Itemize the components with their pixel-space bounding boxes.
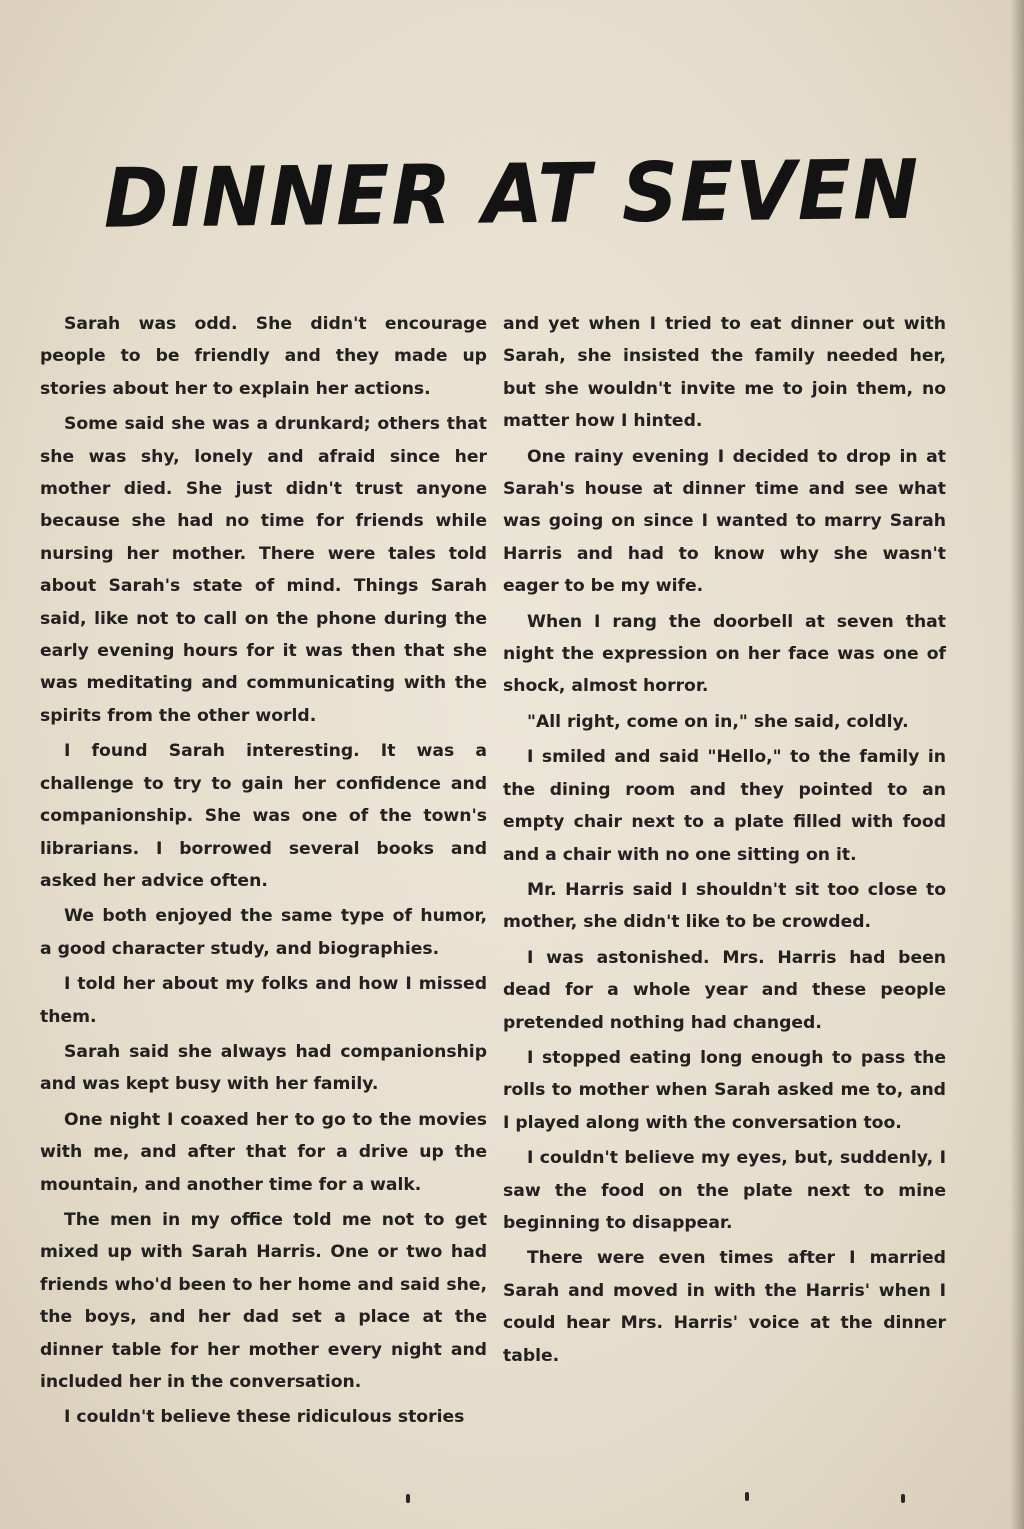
paragraph: One night I coaxed her to go to the movies with me, and after that for a drive up the mountain, and another time for a walk. — [40, 1109, 487, 1195]
paragraph: The men in my office told me not to get mixed up with Sarah Harris. One or two had friends who'd been to her home and said she, the boys, and her dad set a place at the dinner table for her mother every night and included her in the conversation. — [40, 1209, 487, 1392]
paragraph: I couldn't believe these ridiculous stories — [64, 1407, 465, 1428]
paragraph: I told her about my folks and how I missed them. — [40, 974, 487, 1027]
paragraph: I smiled and said "Hello," to the family in the dining room and they pointed to an empty chair next to a plate filled with food and a chair with no one sitting on it. — [503, 747, 946, 865]
left-column — [40, 308, 487, 1437]
paragraph: Some said she was a drunkard; others that she was shy, lonely and afraid since her mother died. She just didn't trust anyone because she had no time for friends while nursing her mother. There were tales told about Sarah's state of mind. Things Sarah said, like not to call on the phone during the early evening hours for it was then that she was meditating and communicating with the spirits from the other world. — [40, 414, 487, 726]
paragraph: Sarah was odd. She didn't encourage people to be friendly and they made up stories about her to explain her actions. — [40, 314, 487, 399]
paragraph: I couldn't believe my eyes, but, suddenly, I saw the food on the plate next to mine beginning to disappear. — [503, 1148, 946, 1233]
paragraph: There were even times after I married Sarah and moved in with the Harris' when I could hear Mrs. Harris' voice at the dinner table. — [503, 1248, 946, 1366]
ink-speck — [901, 1494, 905, 1503]
paragraph: We both enjoyed the same type of humor, a good character study, and biographies. — [40, 906, 487, 959]
ink-speck — [406, 1494, 410, 1503]
paragraph: "All right, come on in," she said, coldly. — [527, 711, 909, 732]
paragraph: I stopped eating long enough to pass the rolls to mother when Sarah asked me to, and I played along with the conversation too. — [503, 1047, 946, 1133]
right-column — [503, 308, 946, 1375]
story-title: DINNER AT SEVEN — [103, 143, 921, 247]
paragraph: and yet when I tried to eat dinner out with Sarah, she insisted the family needed her, but she wouldn't invite me to join them, no matter how I hinted. — [503, 314, 946, 432]
paragraph: When I rang the doorbell at seven that night the expression on her face was one of shock, almost horror. — [503, 611, 946, 697]
paragraph: I found Sarah interesting. It was a challenge to try to gain her confidence and companionship. She was one of the town's librarians. I borrowed several books and asked her advice often. — [40, 741, 487, 891]
paragraph: I was astonished. Mrs. Harris had been dead for a whole year and these people pretended nothing had changed. — [503, 947, 946, 1033]
paragraph: One rainy evening I decided to drop in at Sarah's house at dinner time and see what was going on since I wanted to marry Sarah Harris and had to know why she wasn't eager to be my wife. — [503, 446, 946, 597]
paragraph: Mr. Harris said I shouldn't sit too close to mother, she didn't like to be crowded. — [503, 879, 946, 933]
ink-speck — [745, 1492, 749, 1501]
paragraph: Sarah said she always had companionship and was kept busy with her family. — [40, 1041, 487, 1095]
